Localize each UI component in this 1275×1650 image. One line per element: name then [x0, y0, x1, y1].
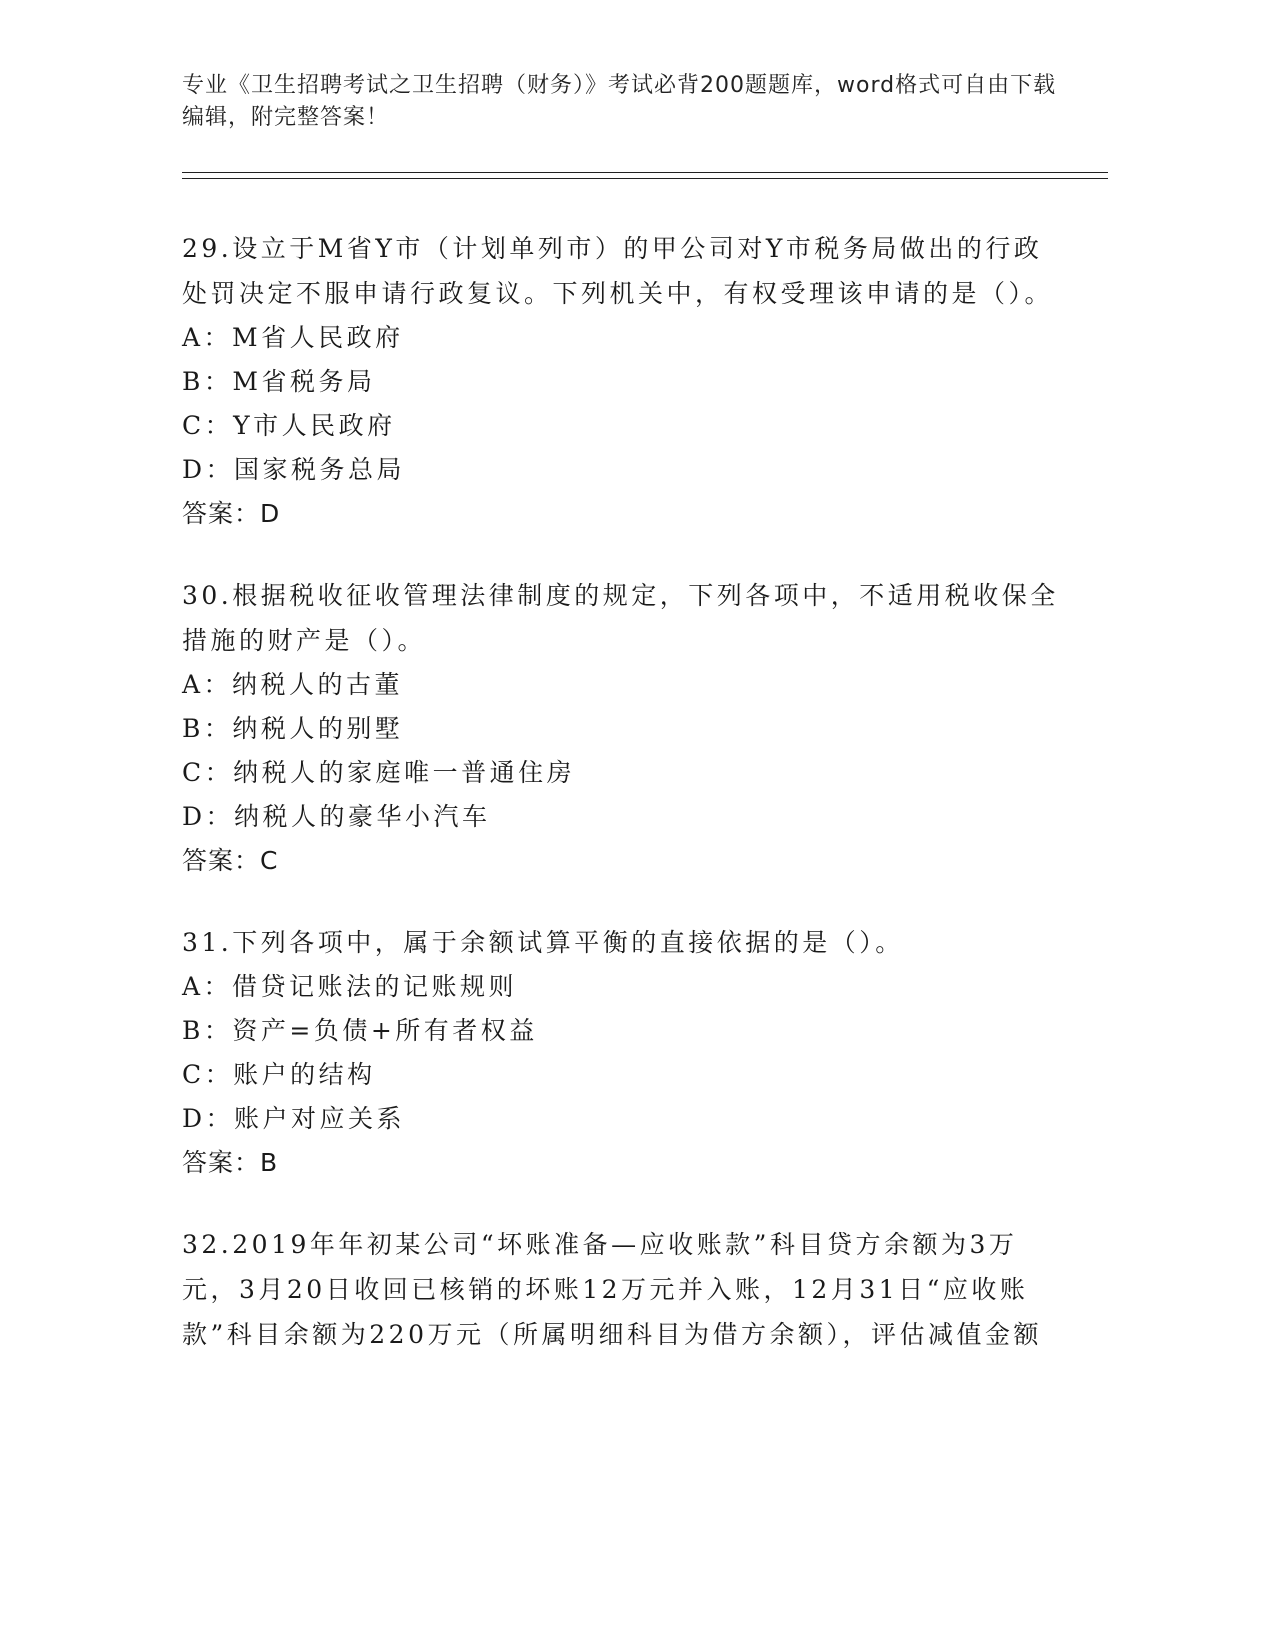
question-stem: 31.下列各项中，属于余额试算平衡的直接依据的是（）。 [182, 928, 904, 957]
option-d: D：纳税人的豪华小汽车 [182, 802, 491, 831]
option-c: C：账户的结构 [182, 1060, 376, 1089]
option-a: A：M省人民政府 [182, 323, 404, 352]
option-d: D：账户对应关系 [182, 1104, 406, 1133]
document-header-description: 专业《卫生招聘考试之卫生招聘（财务）》考试必背200题题库，word格式可自由下载编辑，附完整答案！ [182, 73, 1057, 130]
header-divider-bottom [182, 178, 1108, 179]
answer: 答案：B [182, 1148, 279, 1177]
option-b: B：纳税人的别墅 [182, 714, 404, 743]
question-30 [182, 573, 1062, 883]
question-stem: 30.根据税收征收管理法律制度的规定，下列各项中，不适用税收保全措施的财产是（）。 [182, 581, 1059, 655]
option-b: B：M省税务局 [182, 367, 376, 396]
question-list [182, 226, 1062, 1394]
option-b: B：资产=负债+所有者权益 [182, 1016, 538, 1045]
option-a: A：纳税人的古董 [182, 670, 404, 699]
option-d: D：国家税务总局 [182, 455, 406, 484]
answer: 答案：C [182, 846, 279, 875]
header-divider-top [182, 172, 1108, 173]
question-29 [182, 226, 1062, 536]
question-31 [182, 920, 1062, 1185]
option-c: C：纳税人的家庭唯一普通住房 [182, 758, 576, 787]
option-a: A：借贷记账法的记账规则 [182, 972, 518, 1001]
option-c: C：Y市人民政府 [182, 411, 396, 440]
question-stem: 32.2019年年初某公司“坏账准备—应收账款”科目贷方余额为3万元，3月20日收回已核销的坏账12万元并入账，12月31日“应收账款”科目余额为220万元（所属明细科目为借方余额），评估减值金额 [182, 1230, 1043, 1349]
answer: 答案：D [182, 499, 281, 528]
question-32 [182, 1222, 1062, 1357]
question-stem: 29.设立于M省Y市（计划单列市）的甲公司对Y市税务局做出的行政处罚决定不服申请行政复议。下列机关中，有权受理该申请的是（）。 [182, 234, 1054, 308]
